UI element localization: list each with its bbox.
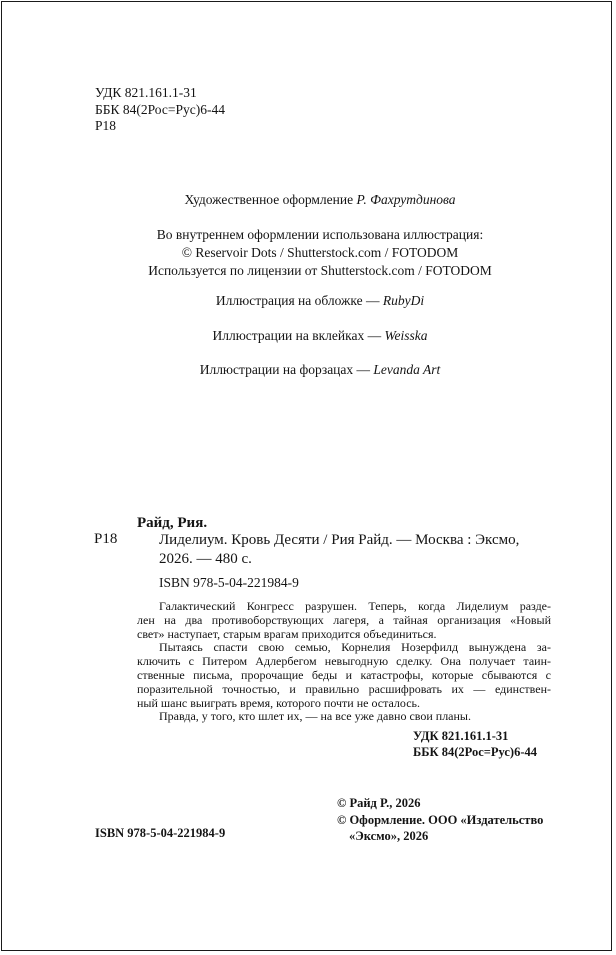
cover-credit-label: Иллюстрация на обложке — (215, 293, 383, 308)
udk-code: УДК 821.161.1-31 (95, 85, 197, 100)
annotation-line: поразительной точностью, и правильно расшифровать их — единствен- (137, 681, 551, 696)
inner-credit-line: Используется по лицензии от Shutterstock.com / FOTODOM (148, 263, 492, 278)
annotation-paragraph (137, 641, 551, 710)
endpapers-credit-label: Иллюстрации на форзацах — (199, 362, 374, 377)
annotation-paragraph (137, 600, 551, 641)
bibliographic-line: Лиделиум. Кровь Десяти / Рия Райд. — Москва : Эксмо, (159, 532, 520, 548)
design-credit-name: Р. Фахрутдинова (356, 192, 456, 207)
annotation-line: ключить с Питером Адлербегом невыгодную сделку. Она получает таин- (137, 654, 551, 669)
cover-credit-name: RubyDi (382, 293, 425, 308)
author-sign: Р18 (95, 118, 117, 133)
annotation (137, 600, 551, 724)
udk-code: УДК 821.161.1-31 (413, 729, 509, 743)
classification-codes-bottom (413, 728, 537, 760)
bbk-code: ББК 84(2Рос=Рус)6-44 (413, 745, 537, 759)
bbk-code: ББК 84(2Рос=Рус)6-44 (95, 101, 225, 117)
annotation-line: ный шанс выиграть время, которого почти не осталось. (137, 695, 420, 710)
inserts-illustration-credit (40, 327, 600, 345)
endpapers-credit-name: Levanda Art (373, 362, 441, 377)
inner-illustration-credit (40, 226, 600, 280)
isbn-bottom: ISBN 978-5-04-221984-9 (95, 826, 226, 840)
design-credit (40, 191, 600, 209)
cover-illustration-credit (40, 292, 600, 310)
annotation-line: Правда, у того, кто шлет их, — на все уже давно свои планы. (159, 709, 471, 724)
copyright-line: © Оформление. ООО «Издательство (337, 812, 544, 827)
inserts-credit-label: Иллюстрации на вклейках — (212, 328, 385, 343)
inserts-credit-name: Weisska (384, 328, 428, 343)
endpapers-illustration-credit (40, 361, 600, 379)
author-heading: Райд, Рия. (137, 515, 208, 531)
bibliographic-sign: Р18 (94, 531, 118, 547)
annotation-line: ственные письма, пророчащие беды и катастрофы, которые сбываются с (137, 667, 551, 682)
copyright-block (337, 795, 543, 845)
inner-credit-line: Во внутреннем оформлении использована иллюстрация: (156, 227, 484, 242)
annotation-paragraph (137, 710, 551, 724)
annotation-line: свет» наступает, старым врагам приходится объединиться. (137, 626, 437, 641)
isbn-line: ISBN 978-5-04-221984-9 (159, 575, 299, 590)
bibliographic-description (159, 531, 551, 569)
annotation-line: лен на два противоборствующих лагеря, а тайная организация «Новый (137, 612, 551, 627)
copyright-line: «Эксмо», 2026 (349, 829, 429, 843)
annotation-line: Галактический Конгресс разрушен. Теперь, когда Лиделиум разде- (159, 599, 551, 613)
classification-codes-top (95, 85, 225, 135)
bibliographic-line: 2026. — 480 с. (159, 551, 252, 567)
copyright-line: © Райд Р., 2026 (337, 796, 421, 810)
design-credit-label: Художественное оформление (184, 192, 357, 207)
annotation-line: Пытаясь спасти свою семью, Корнелия Нозерфилд вынуждена за- (159, 640, 551, 655)
inner-credit-line: © Reservoir Dots / Shutterstock.com / FOTODOM (181, 245, 459, 260)
